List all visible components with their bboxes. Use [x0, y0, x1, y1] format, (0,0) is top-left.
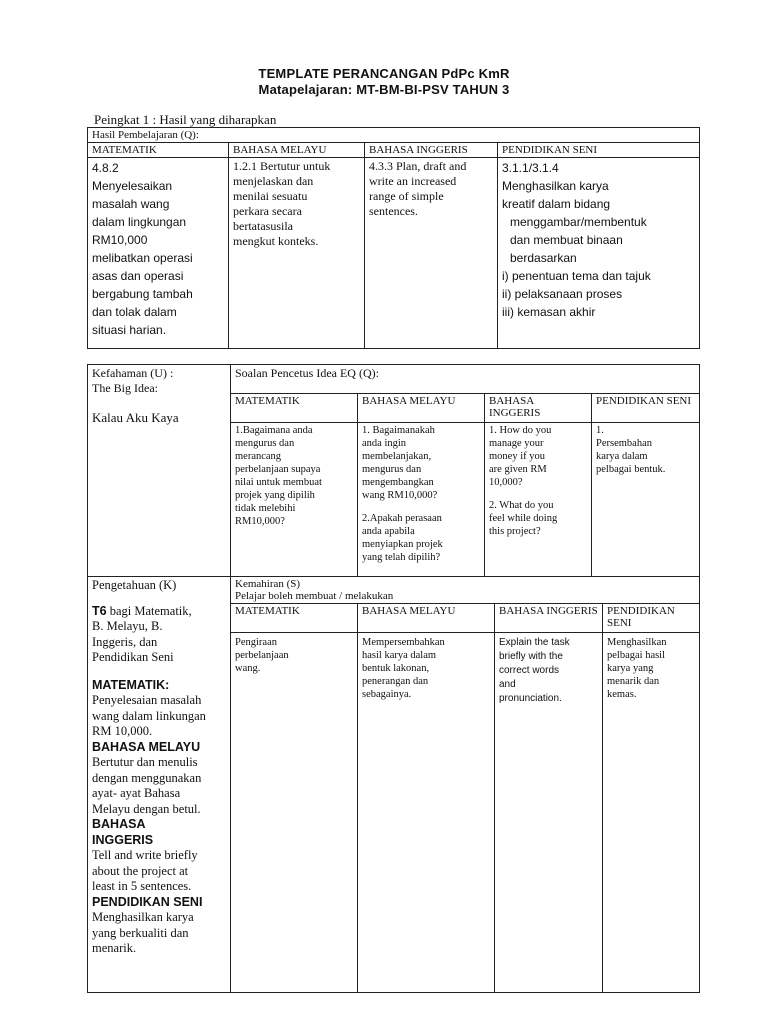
outcome-line: dan tolak dalam [92, 305, 177, 319]
knowledge-line: Melayu dengan betul. [92, 801, 201, 816]
understanding-label: Kefahaman (U) : [92, 366, 174, 380]
eq-header-bahasa-inggeris: BAHASA INGGERIS [485, 394, 592, 423]
header-bahasa-melayu: BAHASA MELAYU [229, 143, 365, 158]
outcome-line: menilai sesuatu [233, 189, 308, 203]
eq-header-pendidikan-seni: PENDIDIKAN SENI [592, 394, 700, 423]
skills-line: perbelanjaan [235, 650, 289, 661]
knowledge-line: ayat- ayat Bahasa [92, 786, 181, 800]
skills-line: briefly with the [499, 651, 563, 662]
outcome-line: bergabung tambah [92, 287, 193, 301]
skills-line: pelbagai hasil [607, 650, 666, 661]
eq-line: karya dalam [596, 451, 648, 462]
eq-line: mengurus dan [362, 464, 422, 475]
outcome-bahasa-inggeris [365, 158, 498, 349]
outcome-line: perkara secara [233, 204, 302, 218]
outcome-line: menjelaskan dan [233, 174, 314, 188]
eq-line: 2.Apakah perasaan [362, 513, 442, 524]
outcome-matematik [88, 158, 229, 349]
knowledge-line: menarik. [92, 941, 137, 955]
big-idea-label: The Big Idea: [92, 381, 158, 395]
eq-line: feel while doing [489, 513, 558, 524]
skills-bahasa-inggeris [495, 633, 603, 993]
eq-label: Soalan Pencetus Idea EQ (Q): [231, 365, 700, 394]
header-bahasa-inggeris: BAHASA INGGERIS [365, 143, 498, 158]
skills-header-bahasa-inggeris: BAHASA INGGERIS [495, 604, 603, 633]
outcome-line: dan membuat binaan [510, 233, 623, 247]
eq-matematik [231, 423, 358, 577]
eq-line: projek yang dipilih [235, 490, 315, 501]
skills-header-bahasa-melayu: BAHASA MELAYU [358, 604, 495, 633]
eq-pendidikan-seni [592, 423, 700, 577]
outcome-line: melibatkan operasi [92, 251, 193, 265]
eq-header-bahasa-melayu: BAHASA MELAYU [358, 394, 485, 423]
skills-line: menarik dan [607, 676, 660, 687]
skills-line: Mempersembahkan [362, 637, 445, 648]
outcome-line: 3.1.1/3.1.4 [502, 161, 559, 175]
knowledge-ps-heading: PENDIDIKAN SENI [92, 894, 203, 909]
knowledge-line: Bertutur dan menulis [92, 755, 198, 769]
eq-line: manage your [489, 438, 544, 449]
knowledge-label: Pengetahuan (K) [92, 578, 177, 592]
learning-outcomes-table [87, 127, 700, 349]
outcome-line: kreatif dalam bidang [502, 197, 611, 211]
knowledge-t6-rest: bagi Matematik, [106, 603, 192, 618]
outcome-line: berdasarkan [510, 251, 577, 265]
skills-line: hasil karya dalam [362, 650, 437, 661]
outcome-line: iii) kemasan akhir [502, 305, 596, 319]
knowledge-line: Penyelesaian masalah [92, 693, 202, 707]
knowledge-line: wang dalam linkungan [92, 708, 206, 723]
knowledge-line: Tell and write briefly [92, 848, 198, 862]
outcome-line: 1.2.1 Bertutur untuk [233, 159, 331, 173]
eq-header-matematik: MATEMATIK [231, 394, 358, 423]
outcome-line: Menyelesaikan [92, 179, 173, 193]
outcome-line: 4.3.3 Plan, draft and [369, 159, 467, 173]
eq-bahasa-inggeris [485, 423, 592, 577]
outcome-bahasa-melayu [229, 158, 365, 349]
eq-line: wang RM10,000? [362, 490, 438, 501]
skills-line: Pengiraan [235, 637, 277, 648]
eq-line: anda ingin [362, 438, 407, 449]
knowledge-cell [88, 577, 231, 993]
eq-line: mengembangkan [362, 477, 434, 488]
knowledge-line: Inggeris, dan [92, 634, 158, 649]
eq-line: 1.Bagaimana anda [235, 425, 313, 436]
eq-line: tidak melebihi [235, 503, 296, 514]
knowledge-line: dengan menggunakan [92, 770, 202, 785]
outcome-line: mengkut konteks. [233, 234, 319, 248]
outcome-line: situasi harian. [92, 323, 167, 337]
skills-pendidikan-seni [603, 633, 700, 993]
skills-line: kemas. [607, 689, 637, 700]
outcome-line: Menghasilkan karya [502, 179, 609, 193]
eq-line: perbelanjaan supaya [235, 464, 321, 475]
skills-line: wang. [235, 663, 261, 674]
planning-table [87, 364, 700, 993]
outcome-line: menggambar/membentuk [510, 215, 647, 229]
outcome-line: RM10,000 [92, 233, 148, 247]
skills-line: karya yang [607, 663, 654, 674]
eq-bahasa-melayu [358, 423, 485, 577]
eq-line: 1. Bagaimanakah [362, 425, 435, 436]
eq-line: anda apabila [362, 526, 415, 537]
outcome-pendidikan-seni [498, 158, 700, 349]
knowledge-bi-heading: INGGERIS [92, 832, 154, 847]
understanding-cell [88, 365, 231, 577]
knowledge-line: Pendidikan Seni [92, 650, 174, 664]
eq-line: money if you [489, 451, 545, 462]
outcome-line: dalam lingkungan [92, 215, 187, 229]
knowledge-bi-heading: BAHASA [92, 817, 146, 831]
outcome-line: i) penentuan tema dan tajuk [502, 269, 651, 283]
eq-line: 10,000? [489, 477, 523, 488]
knowledge-line: yang berkualiti dan [92, 925, 189, 940]
skills-sublabel: Pelajar boleh membuat / melakukan [235, 590, 394, 602]
outcome-line: ii) pelaksanaan proses [502, 287, 623, 301]
skills-label: Kemahiran (S) [235, 578, 301, 590]
eq-line: 1. [596, 425, 604, 436]
eq-line: are given RM [489, 464, 547, 475]
knowledge-line: least in 5 sentences. [92, 879, 192, 893]
knowledge-line: B. Melayu, B. [92, 619, 163, 633]
eq-line: yang telah dipilih? [362, 552, 441, 563]
skills-header-pendidikan-seni: PENDIDIKAN SENI [603, 604, 700, 633]
eq-line: 1. How do you [489, 425, 552, 436]
header-pendidikan-seni: PENDIDIKAN SENI [498, 143, 700, 158]
document-title: TEMPLATE PERANCANGAN PdPc KmR [258, 66, 510, 81]
knowledge-mt-heading: MATEMATIK: [92, 677, 170, 692]
eq-line: merancang [235, 451, 282, 462]
knowledge-line: RM 10,000. [92, 724, 153, 738]
skills-line: Explain the task [499, 637, 570, 648]
eq-line: pelbagai bentuk. [596, 464, 666, 475]
stage-line: Peingkat 1 : Hasil yang diharapkan [94, 112, 277, 127]
skills-line: and [499, 679, 516, 690]
eq-line: Persembahan [596, 438, 652, 449]
skills-line: pronunciation. [499, 693, 562, 704]
outcome-line: asas dan operasi [92, 269, 184, 283]
eq-line: membelanjakan, [362, 451, 432, 462]
skills-matematik [231, 633, 358, 993]
knowledge-line: Menghasilkan karya [92, 910, 194, 924]
skills-bahasa-melayu [358, 633, 495, 993]
skills-header-matematik: MATEMATIK [231, 604, 358, 633]
skills-line: sebagainya. [362, 689, 412, 700]
eq-line: nilai untuk membuat [235, 477, 322, 488]
learning-outcomes-caption: Hasil Pembelajaran (Q): [88, 128, 700, 143]
outcome-line: range of simple [369, 189, 444, 203]
eq-line: 2. What do you [489, 500, 554, 511]
outcome-line: bertatasusila [233, 219, 293, 233]
outcome-line: sentences. [369, 204, 418, 218]
subject-line: Matapelajaran: MT-BM-BI-PSV TAHUN 3 [258, 82, 510, 97]
knowledge-line: about the project at [92, 863, 189, 878]
eq-line: mengurus dan [235, 438, 295, 449]
skills-line: penerangan dan [362, 676, 429, 687]
skills-line: correct words [499, 665, 560, 676]
knowledge-t6: T6 [92, 603, 107, 618]
big-idea-text: Kalau Aku Kaya [92, 410, 179, 425]
outcome-line: 4.8.2 [92, 161, 119, 175]
outcome-line: masalah wang [92, 197, 170, 211]
skills-line: bentuk lakonan, [362, 663, 430, 674]
outcome-line: write an increased [369, 174, 457, 188]
eq-line: RM10,000? [235, 516, 285, 527]
skills-label-cell [231, 577, 700, 604]
skills-line: Menghasilkan [607, 637, 667, 648]
eq-line: this project? [489, 526, 541, 537]
knowledge-bm-heading: BAHASA MELAYU [92, 739, 201, 754]
eq-line: menyiapkan projek [362, 539, 443, 550]
header-matematik: MATEMATIK [88, 143, 229, 158]
